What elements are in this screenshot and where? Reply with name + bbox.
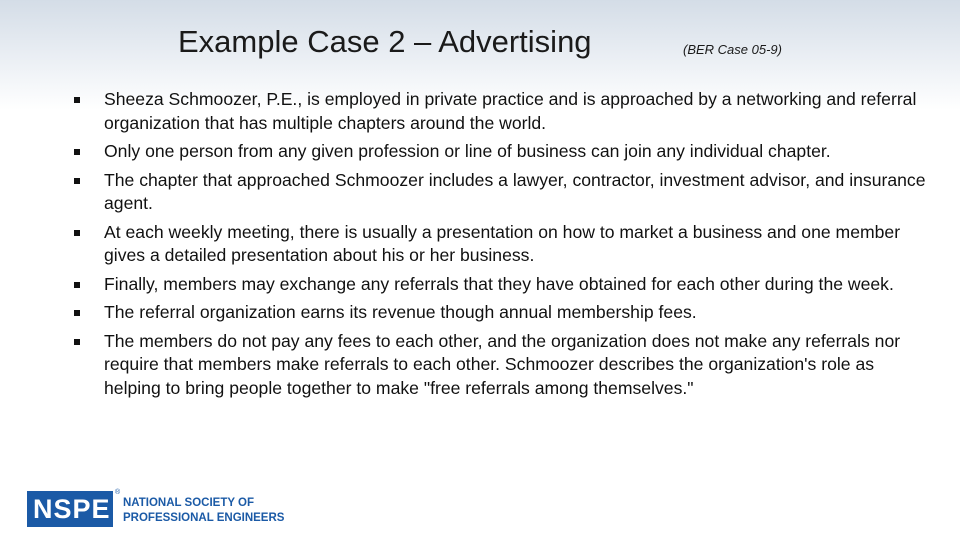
organization-name-line2: PROFESSIONAL ENGINEERS bbox=[123, 512, 285, 524]
bullet-text: Only one person from any given profession or line of business can join any individual chapter. bbox=[104, 141, 831, 161]
bullet-text: The referral organization earns its revenue though annual membership fees. bbox=[104, 302, 697, 322]
bullet-item bbox=[70, 273, 930, 297]
bullet-list bbox=[70, 88, 930, 405]
slide-title: Example Case 2 – Advertising bbox=[178, 24, 592, 59]
bullet-text: Sheeza Schmoozer, P.E., is employed in private practice and is approached by a networking and referral organization that has multiple chapters around the world. bbox=[104, 89, 917, 133]
bullet-item bbox=[70, 88, 930, 135]
square-bullet-icon bbox=[74, 149, 80, 155]
bullet-text: At each weekly meeting, there is usually a presentation on how to market a business and one member gives a detailed presentation about his or her business. bbox=[104, 221, 901, 265]
registered-mark: ® bbox=[115, 489, 121, 496]
square-bullet-icon bbox=[74, 310, 80, 316]
bullet-text: Finally, members may exchange any referrals that they have obtained for each other during the week. bbox=[104, 273, 894, 294]
bullet-item bbox=[70, 301, 930, 325]
bullet-text: The members do not pay any fees to each other, and the organization does not make any referrals nor require that members make referrals to each other. Schmoozer describes the organization's role as helping to bring people together to make "free referrals among themselves." bbox=[104, 330, 901, 398]
square-bullet-icon bbox=[74, 178, 80, 184]
bullet-item bbox=[70, 169, 930, 216]
title-row bbox=[0, 24, 960, 68]
bullet-text: The chapter that approached Schmoozer includes a lawyer, contractor, investment advisor, and insurance agent. bbox=[104, 169, 926, 213]
slide-subtitle: (BER Case 05-9) bbox=[683, 42, 782, 57]
organization-name bbox=[123, 496, 284, 526]
logo-mark-box bbox=[27, 491, 113, 527]
organization-name-line1: NATIONAL SOCIETY OF bbox=[123, 497, 254, 509]
bullet-item bbox=[70, 140, 930, 164]
square-bullet-icon bbox=[74, 339, 80, 345]
square-bullet-icon bbox=[74, 282, 80, 288]
square-bullet-icon bbox=[74, 230, 80, 236]
square-bullet-icon bbox=[74, 97, 80, 103]
bullet-item bbox=[70, 330, 930, 401]
logo-mark-text: NSPE bbox=[33, 494, 111, 524]
bullet-item bbox=[70, 221, 930, 268]
nspe-logo bbox=[27, 489, 287, 531]
